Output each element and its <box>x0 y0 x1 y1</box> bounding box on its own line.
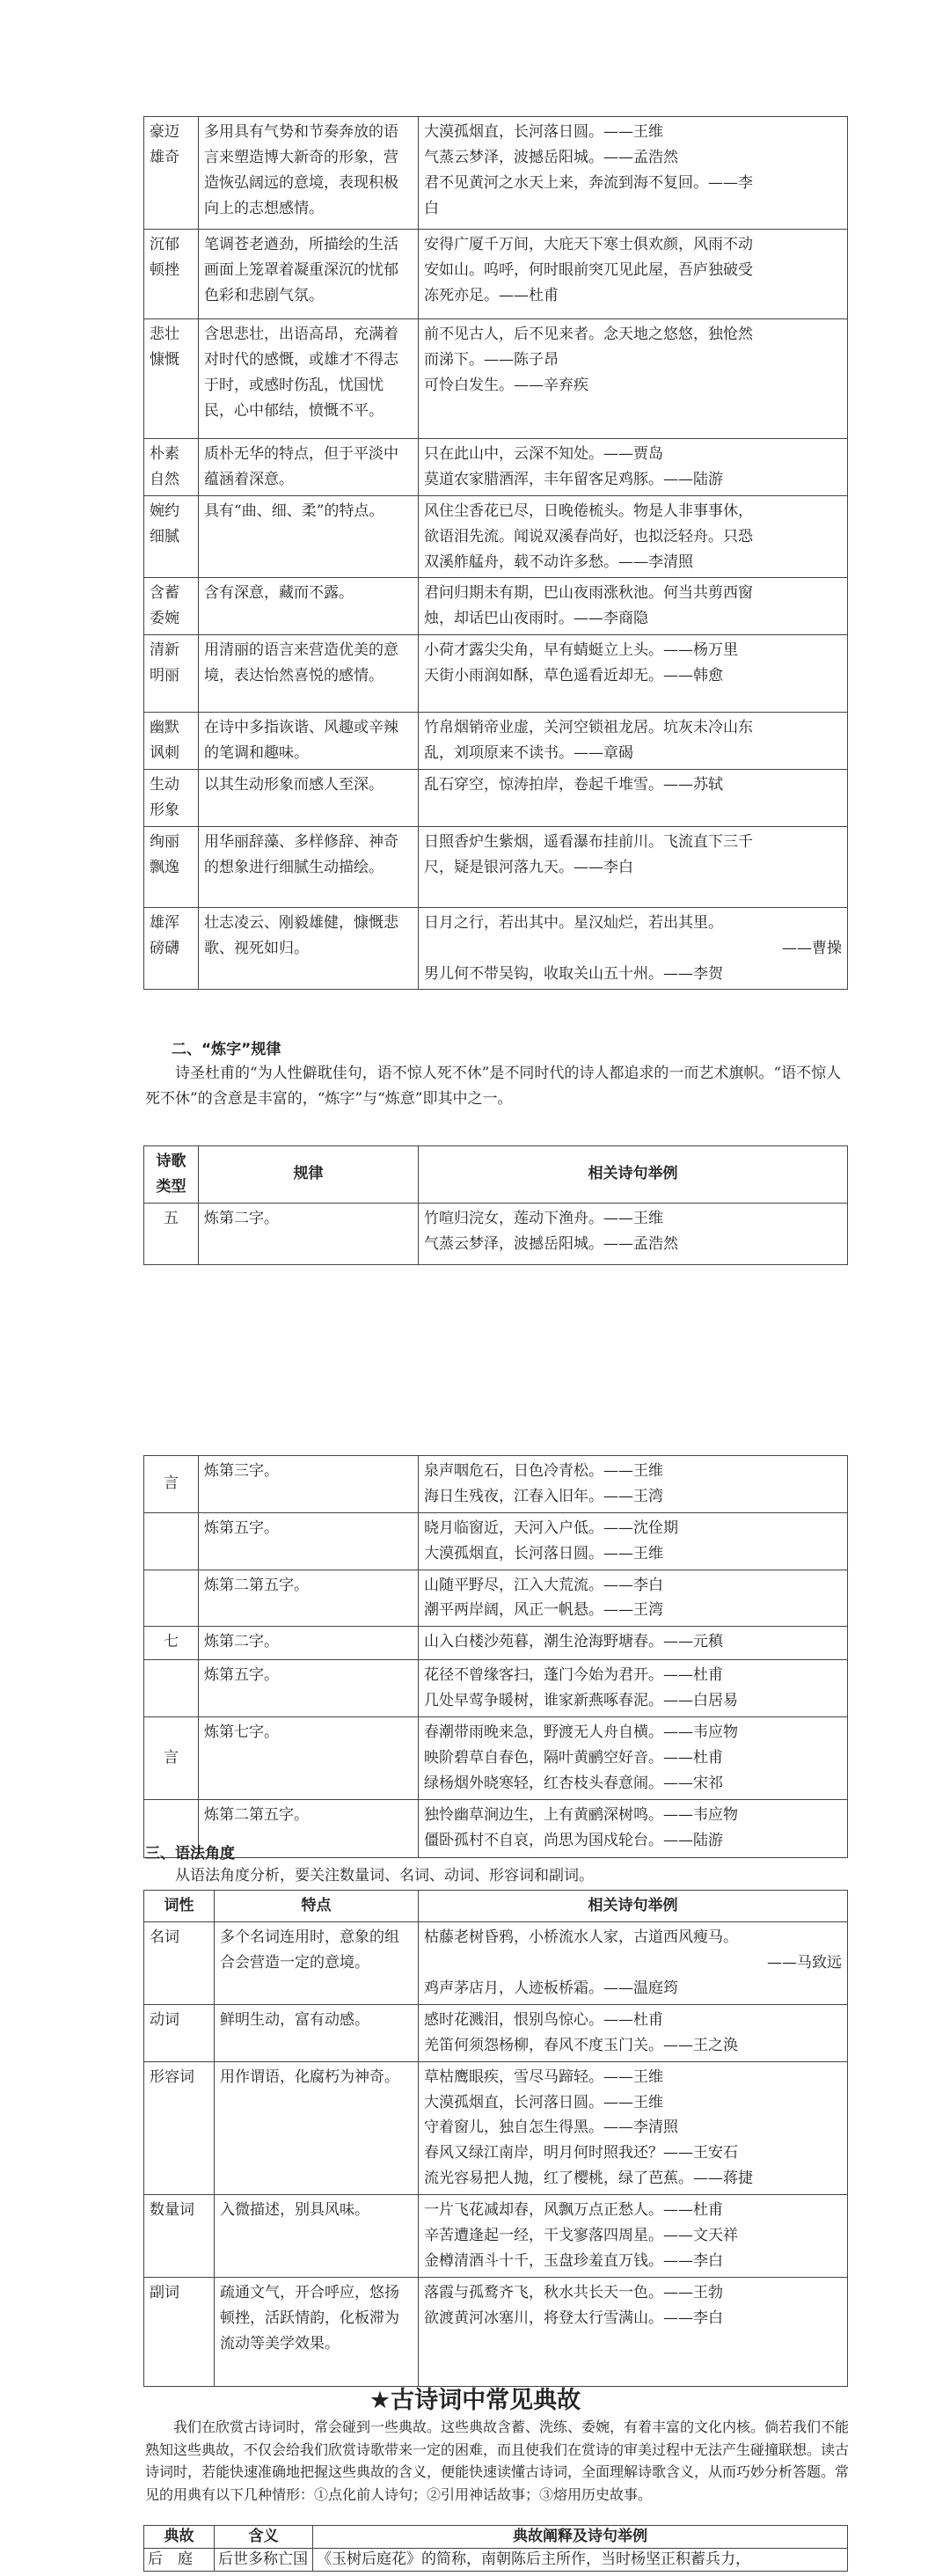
column-header: 相关诗句举例 <box>419 1146 848 1204</box>
examples <box>419 1660 848 1717</box>
example-line: 日照香炉生紫烟，遥看瀑布挂前川。飞流直下三千 <box>424 832 753 851</box>
examples <box>419 1570 848 1627</box>
rule: 炼第七字。 <box>199 1717 419 1800</box>
examples <box>419 1456 848 1513</box>
style-desc: 具有“曲、细、柔”的特点。 <box>199 495 419 578</box>
style-examples <box>419 230 848 319</box>
style-examples <box>419 439 848 496</box>
example-line: 乱石穿空，惊涛拍岸，卷起千堆雪。——苏轼 <box>424 776 723 794</box>
column-header: 特点 <box>215 1891 419 1922</box>
example-line: 气蒸云梦泽，波撼岳阳城。——孟浩然 <box>424 1234 678 1253</box>
example-line: 君不见黄河之水天上来，奔流到海不复回。——李 <box>424 173 753 192</box>
style-examples <box>419 770 848 827</box>
example-line: 一片飞花减却春，风飘万点正愁人。——杜甫 <box>424 2201 723 2220</box>
example-line: 而涕下。——陈子昂 <box>424 350 559 369</box>
table-row <box>144 2549 848 2572</box>
table-row <box>144 578 848 635</box>
example-line: 山随平野尽，江入大荒流。——李白 <box>424 1576 663 1594</box>
examples <box>419 2004 848 2061</box>
column-header: 词性 <box>144 1891 215 1922</box>
column-header: 规律 <box>199 1146 419 1204</box>
style-desc: 笔调苍老遒劲，所描绘的生活画面上笼罩着凝重深沉的忧郁色彩和悲剧气氛。 <box>199 230 419 319</box>
poem-type: 言 <box>144 1456 199 1513</box>
example-line: 大漠孤烟直，长河落日圆。——王维 <box>424 2093 663 2111</box>
style-desc: 含有深意，藏而不露。 <box>199 578 419 635</box>
grammar-table <box>143 1890 848 2387</box>
example-line: 只在此山中，云深不知处。——贾岛 <box>424 445 663 463</box>
feature: 用作谓语，化腐朽为神奇。 <box>215 2061 419 2194</box>
table-header-row <box>144 2526 848 2549</box>
table-row <box>144 635 848 713</box>
poem-type: 言 <box>144 1717 199 1800</box>
poem-type <box>144 1570 199 1627</box>
example-line: 可怜白发生。——辛弃疾 <box>424 376 588 394</box>
style-term: 雄浑磅礴 <box>144 907 199 990</box>
table-row <box>144 495 848 578</box>
example-line: 白 <box>424 199 439 217</box>
part-of-speech: 形容词 <box>144 2061 215 2194</box>
rule: 炼第五字。 <box>199 1660 419 1717</box>
example-line: 冻死亦足。——杜甫 <box>424 286 559 304</box>
example-line: 春潮带雨晚来急，野渡无人舟自横。——韦应物 <box>424 1723 738 1742</box>
example-line: 欲渡黄河冰塞川，将登太行雪满山。——李白 <box>424 2309 723 2328</box>
table-row <box>144 770 848 827</box>
style-examples <box>419 713 848 770</box>
example-line: 流光容易把人抛，红了樱桃，绿了芭蕉。——蒋捷 <box>424 2170 753 2188</box>
poem-type <box>144 1660 199 1717</box>
column-header: 相关诗句举例 <box>419 1891 848 1922</box>
example-line: 前不见古人，后不见来者。念天地之悠悠，独怆然 <box>424 326 753 343</box>
style-desc: 在诗中多指诙谐、风趣或辛辣的笔调和趣味。 <box>199 713 419 770</box>
example-line: 山入白楼沙苑暮，潮生沧海野塘春。——元稹 <box>424 1633 723 1651</box>
poem-type: 七 <box>144 1627 199 1660</box>
table-row <box>144 1570 848 1627</box>
style-table <box>143 116 848 990</box>
example-line: 烛，却话巴山夜雨时。——李商隐 <box>424 610 648 628</box>
example-line: 莫道农家腊酒浑，丰年留客足鸡豚。——陆游 <box>424 470 723 488</box>
table-header-row <box>144 1146 848 1204</box>
example-line: 安得广厦千万间，大庇天下寒士俱欢颜，风雨不动 <box>424 236 753 253</box>
rule: 炼第三字。 <box>199 1456 419 1513</box>
table-row <box>144 1660 848 1717</box>
table-row <box>144 1627 848 1660</box>
style-desc: 壮志凌云、刚毅雄健，慷慨悲歌、视死如归。 <box>199 907 419 990</box>
example-line: 鸡声茅店月，人迹板桥霜。——温庭筠 <box>424 1979 678 1997</box>
style-term: 悲壮慷慨 <box>144 319 199 439</box>
example-line: 感时花溅泪，恨别鸟惊心。——杜甫 <box>424 2010 663 2029</box>
examples <box>419 1717 848 1800</box>
section-paragraph: 从语法角度分析，要关注数量词、名词、动词、形容词和副词。 <box>175 1867 594 1884</box>
table-row <box>144 1921 848 2004</box>
example-line: 天街小雨润如酥，草色遥看近却无。——韩愈 <box>424 667 723 685</box>
table-row <box>144 713 848 770</box>
example-line: ——曹操 <box>782 939 842 957</box>
part-of-speech: 数量词 <box>144 2195 215 2278</box>
feature: 入微描述，别具风味。 <box>215 2195 419 2278</box>
style-term: 豪迈雄奇 <box>144 117 199 230</box>
style-term: 婉约细腻 <box>144 495 199 578</box>
example-line: 风住尘香花已尽，日晚倦梳头。物是人非事事休， <box>424 501 753 520</box>
allusion-explain: 《玉树后庭花》的简称，南朝陈后主所作，当时杨坚正积蓄兵力， <box>313 2549 848 2572</box>
feature: 多个名词连用时，意象的组合会营造一定的意境。 <box>215 1921 419 2004</box>
example-line: 大漠孤烟直，长河落日圆。——王维 <box>424 1544 663 1562</box>
style-examples <box>419 578 848 635</box>
lianzi-table-top <box>143 1145 848 1265</box>
style-term: 生动形象 <box>144 770 199 827</box>
poem-type <box>144 1512 199 1570</box>
example-line: 僵卧孤村不自哀，尚思为国戍轮台。——陆游 <box>424 1832 723 1850</box>
allusion-meaning: 后世多称亡国 <box>215 2549 313 2572</box>
part-of-speech: 名词 <box>144 1921 215 2004</box>
poem-type: 五 <box>144 1203 199 1264</box>
example-line: 小荷才露尖尖角，早有蜻蜓立上头。——杨万里 <box>424 641 738 660</box>
style-desc: 用清丽的语言来营造优美的意境，表达怡然喜悦的感情。 <box>199 635 419 713</box>
example-line: 春风又绿江南岸，明月何时照我还？——王安石 <box>424 2144 738 2163</box>
example-line: ——马致远 <box>767 1953 842 1972</box>
example-line: 气蒸云梦泽，波撼岳阳城。——孟浩然 <box>424 148 678 166</box>
example-line: 男儿何不带吴钩，收取关山五十州。——李贺 <box>424 964 723 983</box>
style-term: 清新明丽 <box>144 635 199 713</box>
column-header: 典故阐释及诗句举例 <box>313 2526 848 2549</box>
table-row <box>144 2195 848 2278</box>
style-examples <box>419 907 848 990</box>
style-desc: 以其生动形象而感人至深。 <box>199 770 419 827</box>
table-row <box>144 2004 848 2061</box>
section-heading: 二、“炼字”规律 <box>172 1041 281 1058</box>
example-line: 泉声咽危石，日色冷青松。——王维 <box>424 1462 663 1480</box>
example-line: 草枯鹰眼疾，雪尽马蹄轻。——王维 <box>424 2067 663 2086</box>
table-row <box>144 826 848 907</box>
example-line: 潮平两岸阔，风正一帆悬。——王湾 <box>424 1601 663 1620</box>
example-line: 竹喧归浣女，莲动下渔舟。——王维 <box>424 1209 663 1227</box>
part-of-speech: 副词 <box>144 2278 215 2387</box>
examples <box>419 1627 848 1660</box>
style-term: 幽默讽刺 <box>144 713 199 770</box>
style-examples <box>419 495 848 578</box>
examples <box>419 1512 848 1570</box>
example-line: 晓月临窗近，天河入户低。——沈佺期 <box>424 1519 678 1537</box>
example-line: 君问归期未有期，巴山夜雨涨秋池。何当共剪西窗 <box>424 584 753 603</box>
table-row <box>144 117 848 230</box>
example-line: 辛苦遭逢起一经，干戈寥落四周星。——文天祥 <box>424 2227 738 2245</box>
example-line: 竹帛烟销帝业虚，关河空锁祖龙居。坑灰未冷山东 <box>424 719 753 737</box>
table-row <box>144 1717 848 1800</box>
table-row <box>144 230 848 319</box>
examples <box>419 1921 848 2004</box>
column-header: 典故 <box>144 2526 215 2549</box>
style-table-body <box>144 117 848 990</box>
table-row <box>144 319 848 439</box>
example-line: 绿杨烟外晓寒轻，红杏枝头春意闹。——宋祁 <box>424 1774 723 1792</box>
rule: 炼第二字。 <box>199 1627 419 1660</box>
rule: 炼第五字。 <box>199 1512 419 1570</box>
table-row <box>144 1512 848 1570</box>
table-row <box>144 2061 848 2194</box>
style-examples <box>419 826 848 907</box>
table-row <box>144 1456 848 1513</box>
style-desc: 质朴无华的特点，但于平淡中蕴涵着深意。 <box>199 439 419 496</box>
lianzi-table-bottom <box>143 1455 848 1858</box>
allusion-table <box>143 2525 848 2572</box>
example-line: 日月之行，若出其中。星汉灿烂，若出其里。 <box>424 913 723 932</box>
example-line: 安如山。呜呼，何时眼前突兀见此屋，吾庐独破受 <box>424 260 753 279</box>
part-of-speech: 动词 <box>144 2004 215 2061</box>
allusion-name: 后 庭 <box>144 2549 215 2572</box>
table-row <box>144 439 848 496</box>
allusion-title: ★古诗词中常见典故 <box>369 2387 581 2414</box>
style-examples <box>419 117 848 230</box>
example-line: 海日生残夜，江春入旧年。——王湾 <box>424 1487 663 1505</box>
style-term: 朴素自然 <box>144 439 199 496</box>
style-desc: 多用具有气势和节奏奔放的语言来塑造博大新奇的形象，营造恢弘阔远的意境，表现积极向上的志想感情。 <box>199 117 419 230</box>
style-desc: 用华丽辞藻、多样修辞、神奇的想象进行细腻生动描绘。 <box>199 826 419 907</box>
feature: 鲜明生动，富有动感。 <box>215 2004 419 2061</box>
example-line: 映阶碧草自春色，隔叶黄鹂空好音。——杜甫 <box>424 1749 723 1767</box>
examples <box>419 2195 848 2278</box>
table-header-row <box>144 1891 848 1922</box>
style-desc: 含思悲壮，出语高昂，充满着对时代的感慨，或雄才不得志于时，或感时伤乱，忧国忧民，心中郁结，愤慨不平。 <box>199 319 419 439</box>
table-row <box>144 1800 848 1858</box>
example-line: 独怜幽草涧边生，上有黄鹂深树鸣。——韦应物 <box>424 1806 738 1825</box>
feature: 疏通文气，开合呼应，悠扬顿挫，活跃情韵，化板滞为流动等美学效果。 <box>215 2278 419 2387</box>
style-examples <box>419 635 848 713</box>
example-line: 落霞与孤鹜齐飞，秋水共长天一色。——王勃 <box>424 2284 723 2302</box>
example-line: 守着窗儿，独自怎生得黑。——李清照 <box>424 2119 678 2137</box>
examples <box>419 1203 848 1264</box>
column-header: 诗歌类型 <box>144 1146 199 1204</box>
style-term: 含蓄委婉 <box>144 578 199 635</box>
section-paragraph: 诗圣杜甫的“为人性僻耽佳句，语不惊人死不休”是不同时代的诗人都追求的一而艺术旗帜。“语不惊人死不休”的含意是丰富的，“炼字”与“炼意”即其中之一。 <box>145 1065 842 1109</box>
example-line: 尺，疑是银河落九天。——李白 <box>424 858 633 876</box>
table-row <box>144 907 848 990</box>
example-line: 双溪舴艋舟，载不动许多愁。——李清照 <box>424 553 693 571</box>
rule: 炼第二第五字。 <box>199 1800 419 1858</box>
rule: 炼第二第五字。 <box>199 1570 419 1627</box>
column-header: 含义 <box>215 2526 313 2549</box>
rule: 炼第二字。 <box>199 1203 419 1264</box>
example-line: 枯藤老树昏鸦，小桥流水人家，古道西风瘦马。 <box>424 1928 738 1946</box>
examples <box>419 1800 848 1858</box>
example-line: 乱，刘项原来不读书。——章碣 <box>424 744 633 763</box>
style-examples <box>419 319 848 439</box>
allusion-paragraph: 我们在欣赏古诗词时，常会碰到一些典故。这些典故含蓄、洗练、委婉，有着丰富的文化内核。倘若我们不能熟知这些典故，不仅会给我们欣赏诗歌带来一定的困难，而且使我们在赏诗的审美过程中无法产生碰撞联想。读古诗词时，若能快速准确地把握这些典故的含义，便能快速读懂古诗词，全面理解诗歌含义，从而巧妙分析答题。常见的用典有以下几种情形：①点化前人诗句；②引用神话故事；③熔用历史故事。 <box>145 2419 850 2503</box>
example-line: 欲语泪先流。闻说双溪春尚好，也拟泛轻舟。只恐 <box>424 527 753 545</box>
table-row <box>144 1203 848 1264</box>
example-line: 金樽清酒斗十千，玉盘珍羞直万钱。——李白 <box>424 2251 723 2270</box>
table-row <box>144 2278 848 2387</box>
examples <box>419 2061 848 2194</box>
section-heading: 三、语法角度 <box>145 1845 235 1862</box>
style-term: 沉郁顿挫 <box>144 230 199 319</box>
style-term: 绚丽飘逸 <box>144 826 199 907</box>
example-line: 花径不曾缘客扫，蓬门今始为君开。——杜甫 <box>424 1666 723 1685</box>
examples <box>419 2278 848 2387</box>
example-line: 几处早莺争暖树，谁家新燕啄春泥。——白居易 <box>424 1692 738 1710</box>
example-line: 大漠孤烟直，长河落日圆。——王维 <box>424 123 663 141</box>
example-line: 羌笛何须怨杨柳，春风不度玉门关。——王之涣 <box>424 2036 738 2054</box>
